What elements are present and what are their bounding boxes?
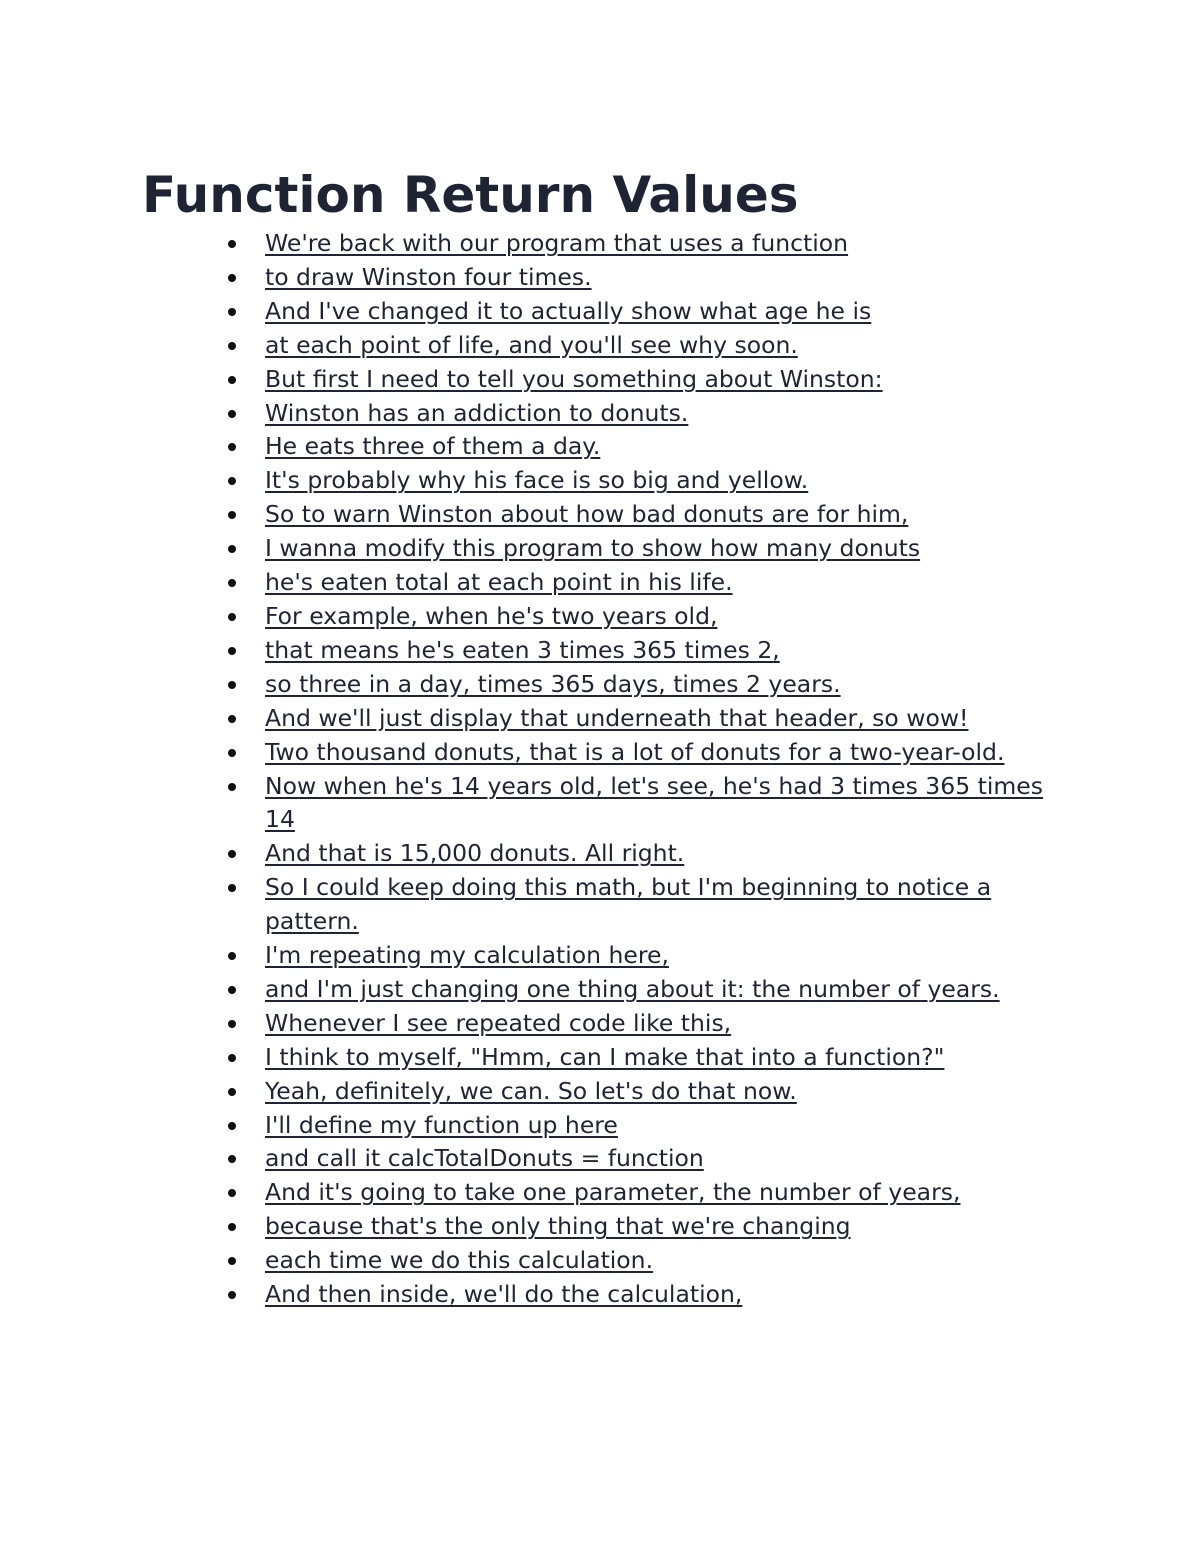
list-item[interactable] [265, 600, 1065, 634]
bullet-icon [228, 1088, 236, 1096]
bullet-icon [228, 443, 236, 451]
document-title: Function Return Values [142, 166, 799, 224]
bullet-icon [228, 952, 236, 960]
bullet-icon [228, 1155, 236, 1163]
list-item[interactable] [265, 973, 1065, 1007]
list-item-text[interactable]: And we'll just display that underneath that header, so wow! [265, 703, 969, 732]
list-item[interactable] [265, 227, 1065, 261]
bullet-icon [228, 1257, 236, 1265]
bullet-icon [228, 1054, 236, 1062]
bullet-icon [228, 376, 236, 384]
bullet-icon [228, 850, 236, 858]
bullet-icon [228, 579, 236, 587]
list-item[interactable] [265, 1210, 1065, 1244]
list-item[interactable] [265, 464, 1065, 498]
bullet-icon [228, 240, 236, 248]
list-item-text[interactable]: and call it calcTotalDonuts = function [265, 1144, 704, 1173]
list-item[interactable] [265, 1075, 1065, 1109]
list-item[interactable] [265, 1142, 1065, 1176]
list-item-text[interactable]: so three in a day, times 365 days, times 2 years. [265, 669, 841, 698]
bullet-icon [228, 986, 236, 994]
bullet-icon [228, 783, 236, 791]
list-item[interactable] [265, 736, 1065, 770]
bullet-icon [228, 545, 236, 553]
list-item[interactable] [265, 261, 1065, 295]
list-item-text[interactable]: Whenever I see repeated code like this, [265, 1008, 732, 1037]
list-item-text[interactable]: at each point of life, and you'll see why soon. [265, 330, 798, 359]
list-item[interactable] [265, 430, 1065, 464]
list-item[interactable] [265, 295, 1065, 329]
bullet-icon [228, 342, 236, 350]
bullet-icon [228, 613, 236, 621]
list-item-text[interactable]: And it's going to take one parameter, the number of years, [265, 1178, 961, 1207]
bullet-icon [228, 1020, 236, 1028]
list-item[interactable] [265, 1244, 1065, 1278]
bullet-icon [228, 1223, 236, 1231]
list-item-text[interactable]: I think to myself, "Hmm, can I make that into a function?" [265, 1042, 945, 1071]
list-item[interactable] [265, 1041, 1065, 1075]
list-item-text[interactable]: And that is 15,000 donuts. All right. [265, 839, 685, 868]
list-item-text[interactable]: Winston has an addiction to donuts. [265, 398, 689, 427]
bullet-icon [228, 749, 236, 757]
list-item-text[interactable]: Yeah, definitely, we can. So let's do that now. [265, 1076, 797, 1105]
bullet-icon [228, 715, 236, 723]
list-item[interactable] [265, 1176, 1065, 1210]
list-item[interactable] [265, 498, 1065, 532]
list-item[interactable] [265, 837, 1065, 871]
list-item[interactable] [265, 939, 1065, 973]
list-item[interactable] [265, 532, 1065, 566]
list-item-text[interactable]: Two thousand donuts, that is a lot of donuts for a two-year-old. [265, 737, 1005, 766]
bullet-icon [228, 477, 236, 485]
list-item[interactable] [265, 329, 1065, 363]
list-item-text[interactable]: And I've changed it to actually show what age he is [265, 296, 872, 325]
list-item-text[interactable]: We're back with our program that uses a function [265, 229, 849, 257]
list-item-text[interactable]: And then inside, we'll do the calculation, [265, 1280, 743, 1309]
list-item-text[interactable]: So to warn Winston about how bad donuts are for him, [265, 500, 909, 529]
list-item-text[interactable]: But first I need to tell you something about Winston: [265, 364, 883, 393]
list-item-text[interactable]: Now when he's 14 years old, let's see, he's had 3 times 365 times 14 [265, 771, 1043, 834]
list-item-text[interactable]: that means he's eaten 3 times 365 times 2, [265, 635, 780, 664]
list-item[interactable] [265, 1109, 1065, 1143]
list-item-text[interactable]: because that's the only thing that we're changing [265, 1212, 851, 1241]
list-item[interactable] [265, 1007, 1065, 1041]
list-item-text[interactable]: he's eaten total at each point in his life. [265, 568, 733, 597]
list-item[interactable] [265, 871, 1065, 939]
list-item-text[interactable]: He eats three of them a day. [265, 432, 601, 461]
bullet-icon [228, 647, 236, 655]
list-item[interactable] [265, 566, 1065, 600]
bullet-icon [228, 274, 236, 282]
list-item-text[interactable]: each time we do this calculation. [265, 1246, 654, 1275]
bullet-icon [228, 884, 236, 892]
list-item[interactable] [265, 702, 1065, 736]
list-item-text[interactable]: I wanna modify this program to show how many donuts [265, 534, 921, 563]
bullet-icon [228, 308, 236, 316]
list-item-text[interactable]: So I could keep doing this math, but I'm beginning to notice a pattern. [265, 873, 992, 936]
bullet-icon [228, 1291, 236, 1299]
list-item-text[interactable]: For example, when he's two years old, [265, 601, 718, 630]
bullet-icon [228, 1122, 236, 1130]
bullet-icon [228, 681, 236, 689]
bullet-icon [228, 410, 236, 418]
list-item-text[interactable]: and I'm just changing one thing about it: the number of years. [265, 974, 1000, 1003]
transcript-list [265, 227, 1065, 1312]
list-item-text[interactable]: to draw Winston four times. [265, 262, 592, 291]
list-item[interactable] [265, 770, 1065, 838]
list-item[interactable] [265, 397, 1065, 431]
bullet-icon [228, 511, 236, 519]
list-item-text[interactable]: I'll define my function up here [265, 1110, 618, 1139]
list-item-text[interactable]: It's probably why his face is so big and yellow. [265, 466, 809, 495]
list-item[interactable] [265, 634, 1065, 668]
list-item[interactable] [265, 1278, 1065, 1312]
list-item[interactable] [265, 363, 1065, 397]
bullet-icon [228, 1189, 236, 1197]
list-item[interactable] [265, 668, 1065, 702]
list-item-text[interactable]: I'm repeating my calculation here, [265, 941, 669, 970]
